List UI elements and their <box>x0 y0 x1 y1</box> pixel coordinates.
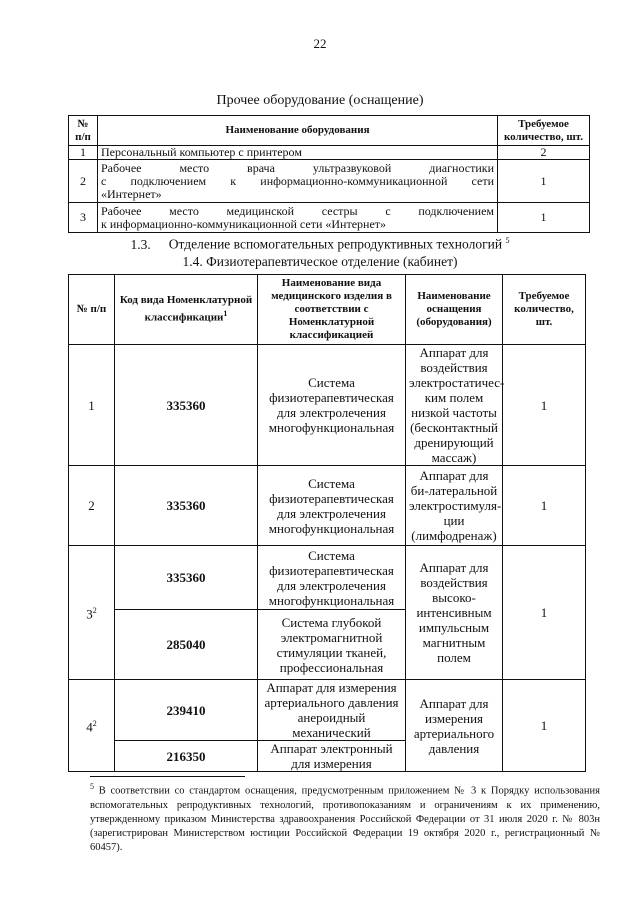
header-num: № п/п <box>69 116 98 146</box>
row-med: Система физиотерапевтическая для электролечения многофункциональная <box>258 546 406 610</box>
table-row <box>69 146 590 160</box>
row-name: Персональный компьютер с принтером <box>98 146 498 160</box>
header-equip: Наименование оснащения (оборудования) <box>406 275 503 345</box>
row-name <box>98 160 498 203</box>
row-name <box>98 203 498 233</box>
row-name-line: Рабочее место врача ультразвуковой диагностики <box>101 160 494 175</box>
table-row <box>69 546 586 610</box>
table-row <box>69 466 586 546</box>
row-med: Система физиотерапевтическая для электролечения многофункциональная <box>258 345 406 466</box>
row-qty: 1 <box>503 680 586 772</box>
row-equip: Аппарат для би-латеральной электростимуля-ции (лимфодренаж) <box>406 466 503 546</box>
row-equip: Аппарат для измерения артериального давления <box>406 680 503 772</box>
equipment-table <box>68 115 590 233</box>
table-row <box>69 345 586 466</box>
section-number: 1.3. <box>130 236 151 252</box>
table-row <box>69 160 590 203</box>
row-code: 335360 <box>115 466 258 546</box>
row-num: 3 <box>69 203 98 233</box>
row-qty: 2 <box>498 146 590 160</box>
row-med: Аппарат для измерения артериального давления анероидный механический <box>258 680 406 741</box>
row-num: 2 <box>69 466 115 546</box>
row-name-line: «Интернет» <box>101 186 162 201</box>
row-num: $3^2$ <box>69 546 115 680</box>
row-equip: Аппарат для воздействия высоко-интенсивным импульсным магнитным полем <box>406 546 503 680</box>
section-heading-1-4: 1.4. Физиотерапевтическое отделение (кабинет) <box>182 254 458 269</box>
header-qty: Требуемое количество, шт. <box>503 275 586 345</box>
row-med: Аппарат электронный для измерения <box>258 741 406 772</box>
section-heading-1-3 <box>0 236 640 253</box>
table1-title: Прочее оборудование (оснащение) <box>216 93 424 108</box>
header-num: № п/п <box>69 275 115 345</box>
row-code: 335360 <box>115 345 258 466</box>
header-code: Код вида Номенклатурной классификации$^1$ <box>115 275 258 345</box>
row-code: 216350 <box>115 741 258 772</box>
row-num: 2 <box>69 160 98 203</box>
row-qty: 1 <box>503 546 586 680</box>
page-number: 22 <box>313 36 327 51</box>
row-code: 239410 <box>115 680 258 741</box>
row-qty: 1 <box>503 466 586 546</box>
footnote-mark: 5 <box>90 782 94 791</box>
row-num: 1 <box>69 345 115 466</box>
row-name-line: Рабочее место медицинской сестры с подключением <box>101 203 494 218</box>
table-row <box>69 680 586 741</box>
footnote-text: В соответствии со стандартом оснащения, предусмотренным приложением № 3 к Порядку использования вспомогательных репродуктивных технологий, противопоказаниям и ограничениям к их применению, утвержденному приказом Министерства здравоохранения Российской Федерации от 31 июля 2020 г. № 803н (зарегистрирован Министерством юстиции Российской Федерации 19 октября 2020 г., регистрационный № 60457). <box>90 785 600 853</box>
row-qty: 1 <box>498 160 590 203</box>
row-med: Система физиотерапевтическая для электролечения многофункциональная <box>258 466 406 546</box>
header-qty: Требуемое количество, шт. <box>498 116 590 146</box>
table-row <box>69 203 590 233</box>
row-code: 335360 <box>115 546 258 610</box>
physiotherapy-table <box>68 274 586 772</box>
row-name-line: к информационно-коммуникационной сети «Интернет» <box>101 216 387 231</box>
row-name-line: с подключением к информационно-коммуникационной сети <box>101 173 494 188</box>
row-equip: Аппарат для воздействия электростатичес-ким полем низкой частоты (бесконтактный дренирующий массаж) <box>406 345 503 466</box>
footnote-ref: 5 <box>505 236 510 245</box>
row-qty: 1 <box>503 345 586 466</box>
footnote-divider <box>90 776 245 777</box>
row-num: 1 <box>69 146 98 160</box>
row-code: 285040 <box>115 610 258 680</box>
header-name: Наименование оборудования <box>98 116 498 146</box>
section-title: Отделение вспомогательных репродуктивных технологий <box>168 236 503 252</box>
row-med: Система глубокой электромагнитной стимуляции тканей, профессиональная <box>258 610 406 680</box>
row-num: $4^2$ <box>69 680 115 772</box>
row-qty: 1 <box>498 203 590 233</box>
header-med: Наименование вида медицинского изделия в соответствии с Номенклатурной классификацией <box>258 275 406 345</box>
footnote <box>90 780 600 855</box>
